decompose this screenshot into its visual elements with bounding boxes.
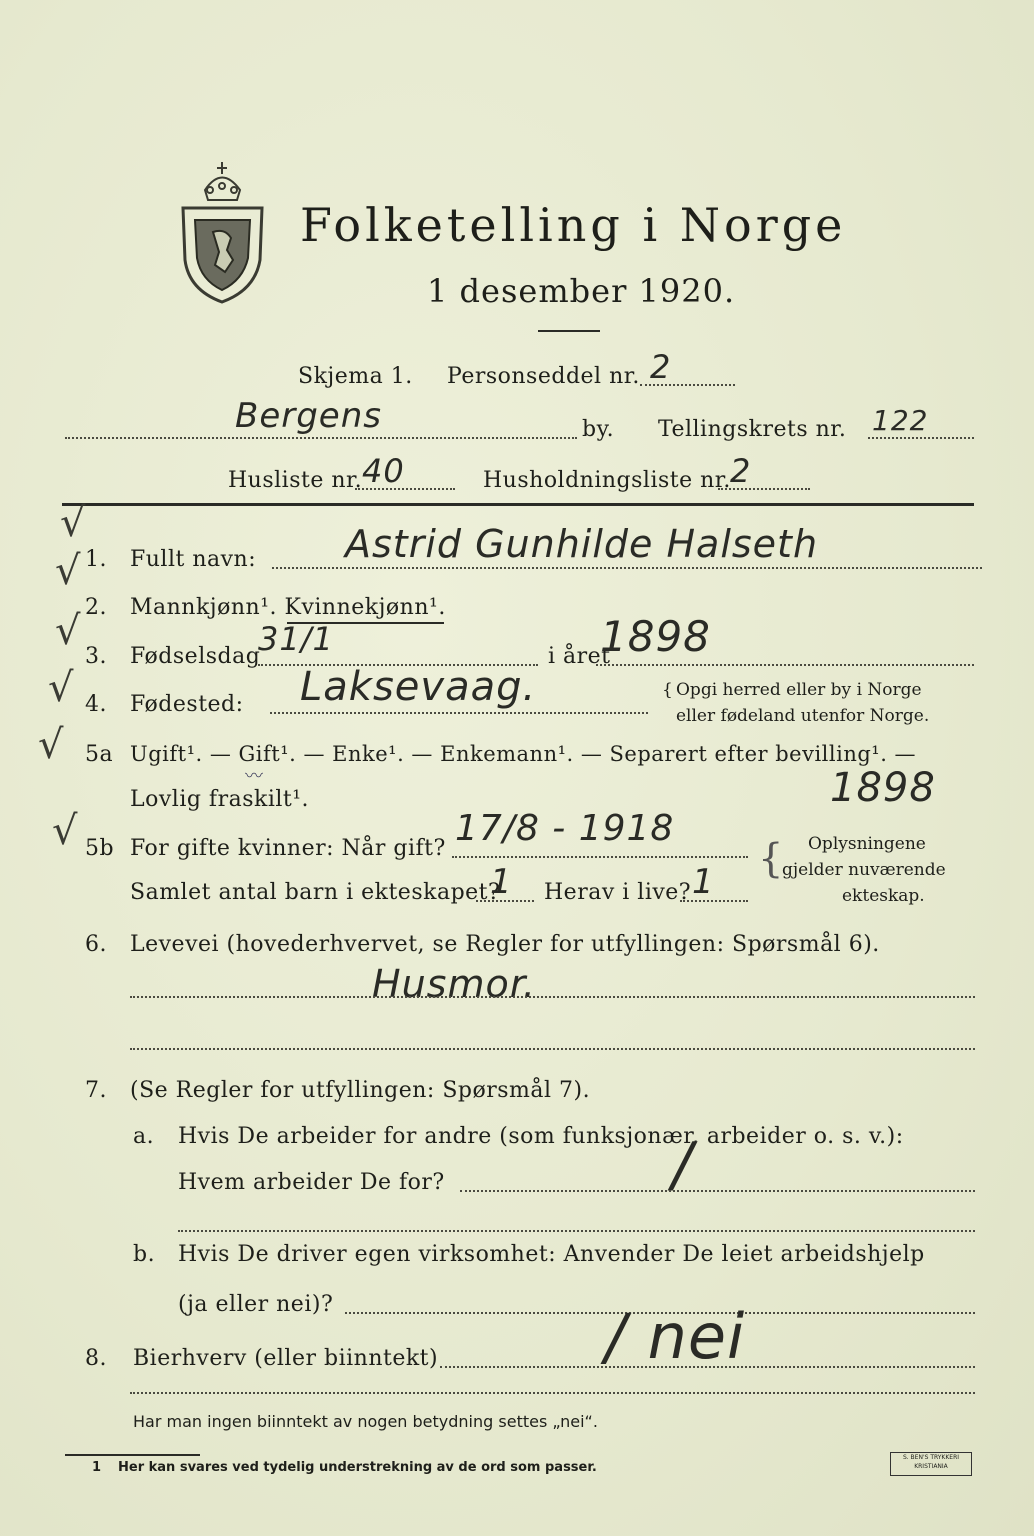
marriage-note-3: ekteskap. [842,886,925,906]
personseddel-value: 2 [650,348,672,386]
marriage-note-1: Oplysningene [808,834,926,854]
children-field[interactable] [476,900,534,902]
alive-field[interactable] [680,900,748,902]
schema-label: Skjema 1. [298,364,413,389]
form-date: 1 desember 1920. [427,272,736,310]
birth-year-field[interactable] [596,664,974,666]
birthplace-note-1: Opgi herred eller by i Norge [676,680,922,700]
birthplace-note-2: eller fødeland utenfor Norge. [676,706,930,726]
q5a-margin-note: 1898 [830,765,936,811]
q5a-number: 5a [85,742,114,767]
q2-number: 2. [85,595,107,620]
full-name-value: Astrid Gunhilde Halseth [345,522,819,566]
q1-label: Fullt navn: [130,547,257,572]
children-label: Samlet antal barn i ekteskapet? [130,880,501,905]
q7b-label: Hvis De driver egen virksomhet: Anvender De leiet arbeidshjelp [178,1242,925,1267]
q6-number: 6. [85,932,107,957]
by-label: by. [582,417,615,442]
footnote-text: Her kan svares ved tydelig understrekning av de ord som passer. [118,1460,597,1475]
birthday-value: 31/1 [258,620,334,658]
husholdning-label: Husholdningsliste nr. [483,468,731,493]
occupation-value: Husmor. [372,962,536,1006]
q7a-label: Hvis De arbeider for andre (som funksjonær, arbeider o. s. v.): [178,1124,904,1149]
q5a-marital-options: Ugift¹. — Gift¹. — Enke¹. — Enkemann¹. — Separert efter bevilling¹. — [130,742,917,766]
q8-label: Bierhverv (eller biinntekt) [133,1346,439,1371]
header-rule [62,503,974,506]
q3-number: 3. [85,644,107,669]
form-title: Folketelling i Norge [300,198,847,252]
children-value: 1 [490,862,513,902]
husliste-field[interactable] [355,488,455,490]
footnote-rule [65,1454,200,1456]
check-mark-icon: √ [48,665,74,711]
coat-of-arms-icon [175,160,270,305]
year-label: i året [548,644,611,669]
occupation-field[interactable] [130,996,975,998]
q5b-label: For gifte kvinner: Når gift? [130,836,446,861]
husholdning-value: 2 [730,452,752,490]
q1-number: 1. [85,547,107,572]
personseddel-field[interactable] [640,384,735,386]
check-mark-icon: √ [38,722,64,768]
q5b-number: 5b [85,836,115,861]
q3-label: Fødselsdag [130,644,261,669]
q2-gender-options: Mannkjønn¹. Kvinnekjønn¹. [130,595,446,620]
check-mark-icon: √ [55,608,81,654]
tellingskrets-value: 122 [872,404,929,437]
q4-label: Fødested: [130,692,244,717]
tellingskrets-label: Tellingskrets nr. [658,417,847,442]
tellingskrets-field[interactable] [868,437,974,439]
q7-label: (Se Regler for utfyllingen: Spørsmål 7). [130,1078,591,1103]
q7-number: 7. [85,1078,107,1103]
q4-number: 4. [85,692,107,717]
employer-value: / [672,1130,694,1200]
q6-label: Levevei (hovederhvervet, se Regler for utfyllingen: Spørsmål 6). [130,932,880,957]
birthplace-field[interactable] [270,712,648,714]
full-name-field[interactable] [272,567,982,569]
husliste-value: 40 [362,452,405,490]
printer-stamp: S. BEN'S TRYKKERI KRISTIANIA [890,1452,972,1476]
alive-value: 1 [692,862,715,902]
employer-field-2[interactable] [178,1230,975,1232]
employer-field[interactable] [460,1190,975,1192]
side-income-field[interactable] [440,1366,975,1368]
selection-squiggle: 〰 [245,766,263,787]
q7a-letter: a. [133,1124,155,1149]
q7b-question: (ja eller nei)? [178,1292,334,1317]
birthplace-value: Laksevaag. [300,664,537,710]
check-mark-icon: √ [52,808,78,854]
title-divider [538,330,600,332]
husliste-label: Husliste nr. [228,468,363,493]
alive-label: Herav i live? [544,880,692,905]
check-mark-icon: √ [60,500,86,546]
side-income-field-2[interactable] [130,1392,975,1394]
marriage-note-2: gjelder nuværende [782,860,946,880]
q8-number: 8. [85,1346,107,1371]
married-date-value: 17/8 - 1918 [455,808,675,849]
footnote-mark: 1 [92,1460,102,1475]
side-income-value: / nei [605,1300,746,1373]
birth-year-value: 1898 [600,612,711,661]
city-value: Bergens [235,396,382,436]
q7a-question: Hvem arbeider De for? [178,1170,445,1195]
footer-note: Har man ingen biinntekt av nogen betydning settes „nei“. [133,1412,598,1431]
check-mark-icon: √ [55,548,81,594]
married-date-field[interactable] [452,856,748,858]
q5a-divorced: Lovlig fraskilt¹. [130,787,310,812]
husholdning-field[interactable] [718,488,810,490]
census-form: Folketelling i Norge 1 desember 1920. Skjema 1. Personseddel nr. 2 Bergens by. Tellingskrets nr. 122 Husliste nr. 40 Husholdningsliste nr. 2 √ √ √ √ √ √ 1. Fullt navn: Astrid Gunhilde Halseth 2. Mannkjønn¹. Kvinnekjønn¹. 3. Fødselsdag 31/1 i året 1898 4. Fødested: Laksevaag. { Opgi herred eller by i Norge eller fødeland utenfor Norge. 5a Ugift¹. — Gift¹. — Enke¹. — Enkemann¹. — Separert efter bevilling¹. — 〰 Lovlig fraskilt¹. 1898 5b For gifte kvinner: Når gift? 17/8 - 1918 Samlet antal barn i ekteskapet? 1 Herav i live? 1 { Oplysningene gjelder nuværende ekteskap. 6. Levevei (hovederhvervet, se Regler for utfyllingen: Spørsmål 6). Husmor. 7. (Se Regler for utfyllingen: Spørsmål 7). a. Hvis De arbeider for andre (som funksjonær, arbeider o. s. v.): Hvem arbeider De for? / b. Hvis De driver egen virksomhet: Anvender De leiet arbeidshjelp (ja eller nei)? 8. Bierhverv (eller biinntekt) / nei Har man ingen biinntekt av nogen betydning settes „nei“. 1 Her kan svares ved tydelig understrekning av de ord som passer. S. BEN'S TRYKKERI KRISTIANIA [0,0,1034,1536]
personseddel-label: Personseddel nr. [447,364,640,389]
q7b-letter: b. [133,1242,156,1267]
occupation-field-2[interactable] [130,1048,975,1050]
city-field[interactable] [65,437,577,439]
